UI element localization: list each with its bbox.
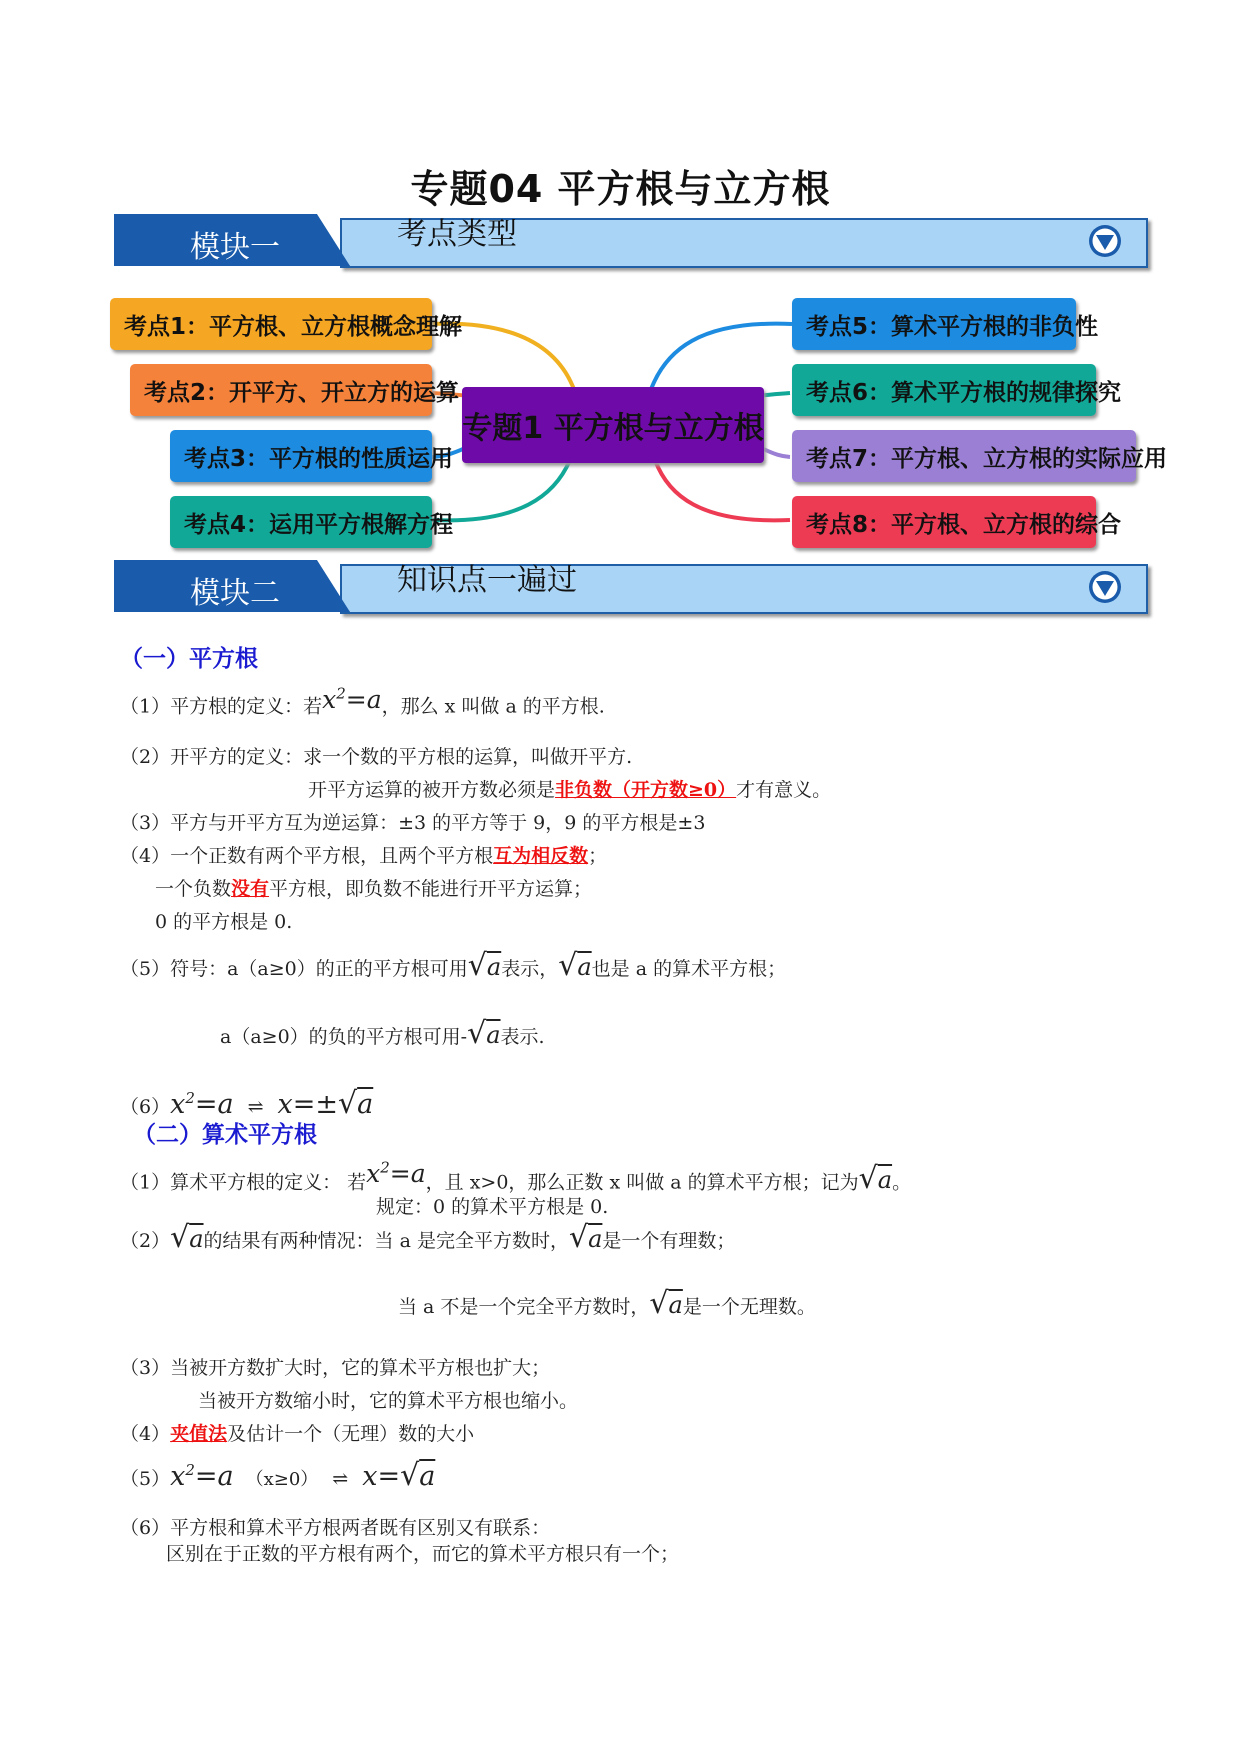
equation-line: $(6)x^2=a$ ⇌ x=±√a [120, 1086, 374, 1121]
text-line: （4）一个正数有两个平方根，且两个平方根互为相反数； [120, 845, 608, 867]
chevron-down-icon[interactable] [1088, 224, 1122, 258]
text-line: 一个负数没有平方根，即负数不能进行开平方运算； [155, 878, 593, 900]
module-bar-label: 知识点一遍过 [397, 563, 577, 598]
chevron-down-icon[interactable] [1088, 570, 1122, 604]
text-line: （5）符号：a（a≥0）的正的平方根可用√a表示，√a也是 a 的算术平方根； [120, 948, 787, 983]
text-line: （3）平方与开平方互为逆运算：±3 的平方等于 9，9 的平方根是±3 [120, 812, 706, 834]
text-line: a（a≥0）的负的平方根可用-√a表示. [220, 1016, 545, 1051]
mindmap-node-5: 考点5：算术平方根的非负性 [792, 298, 1076, 350]
mindmap-node-4: 考点4：运用平方根解方程 [170, 496, 432, 548]
text-line: 0 的平方根是 0. [155, 911, 293, 933]
text-line: （2）开平方的定义：求一个数的平方根的运算，叫做开平方. [120, 746, 633, 768]
page-title: 专题04 平方根与立方根 [410, 167, 831, 211]
mindmap-node-3: 考点3：平方根的性质运用 [170, 430, 432, 482]
section-heading-arithmetic-root: （二）算术平方根 [133, 1122, 317, 1148]
section-heading-square-root: （一）平方根 [120, 646, 258, 672]
text-line: 区别在于正数的平方根有两个，而它的算术平方根只有一个； [166, 1543, 680, 1565]
text-line: （3）当被开方数扩大时，它的算术平方根也扩大； [120, 1357, 551, 1379]
text-line: 开平方运算的被开方数必须是非负数（开方数≥0）才有意义。 [308, 779, 832, 801]
module-tab-label: 模块二 [190, 576, 280, 611]
text-line: （2）√a的结果有两种情况：当 a 是完全平方数时，√a是一个有理数； [120, 1220, 736, 1255]
text-line: 当 a 不是一个完全平方数时，√a是一个无理数。 [398, 1286, 816, 1321]
text-line: （1）平方根的定义：若$x^2=a$，那么 x 叫做 a 的平方根. [120, 685, 605, 718]
mindmap-node-2: 考点2：开平方、开立方的运算 [130, 364, 432, 416]
text-line: （6）平方根和算术平方根两者既有区别又有联系： [120, 1517, 551, 1539]
text-line: （1）算术平方根的定义： 若$x^2=a$，且 x>0，那么正数 x 叫做 a 的算术平方根；记为√a。 [120, 1159, 912, 1197]
mindmap-node-1: 考点1：平方根、立方根概念理解 [110, 298, 432, 350]
module-tab-label: 模块一 [190, 230, 280, 265]
module-bar-label: 考点类型 [397, 217, 517, 252]
mindmap-node-8: 考点8：平方根、立方根的综合 [792, 496, 1096, 548]
text-line: 当被开方数缩小时，它的算术平方根也缩小。 [198, 1390, 579, 1412]
module-one-banner [114, 214, 1146, 270]
mindmap-node-6: 考点6：算术平方根的规律探究 [792, 364, 1096, 416]
text-line: 规定：0 的算术平方根是 0. [376, 1196, 609, 1218]
module-two-banner [114, 560, 1146, 616]
mindmap-center: 专题1 平方根与立方根 [462, 387, 764, 463]
text-line: （4）夹值法及估计一个（无理）数的大小 [120, 1423, 475, 1445]
mindmap-node-7: 考点7：平方根、立方根的实际应用 [792, 430, 1136, 482]
equation-line: $(5)x^2=a$ （x≥0） ⇌ x=√a [120, 1458, 436, 1493]
